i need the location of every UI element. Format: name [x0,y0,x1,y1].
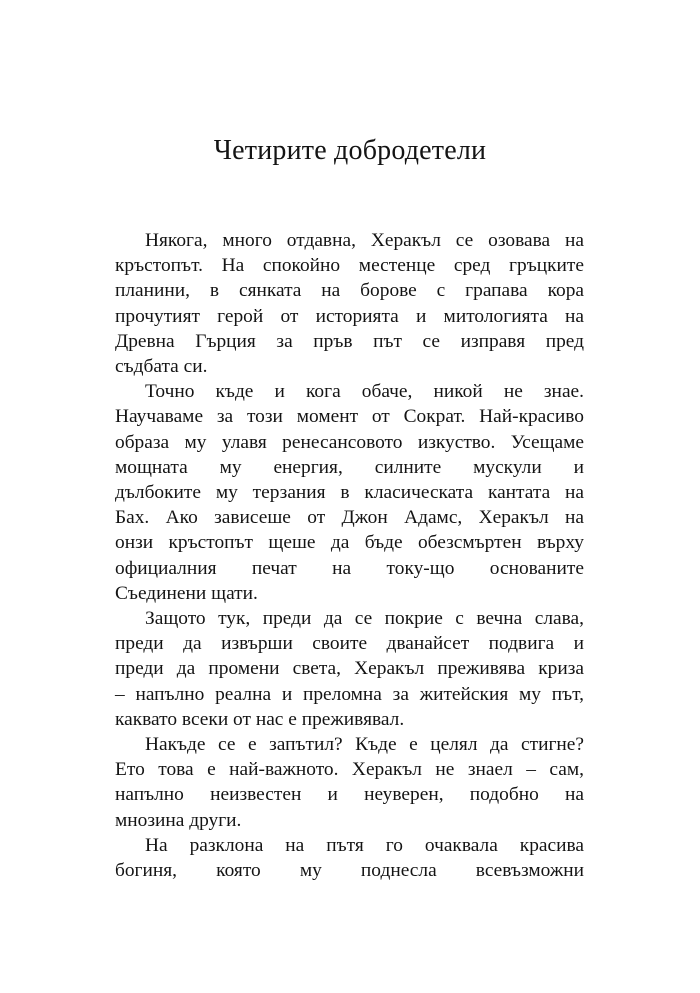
text-line: прочутият герой от историята и митологията на [115,305,584,327]
text-line: каквато всеки от нас е преживявал. [115,708,405,730]
text-line: образа му улавя ренесансовото изкуство. Усещаме [115,431,584,453]
text-line: Съединени щати. [115,582,258,604]
text-line: напълно неизвестен и неуверен, подобно на [115,784,584,806]
text-line: дълбоките му терзания в класическата кантата на [115,482,584,504]
text-line: кръстопът. На спокойно местенце сред гръцките [115,255,584,277]
text-line: съдбата си. [115,356,208,378]
paragraph [115,732,584,833]
text-line: преди да промени света, Херакъл преживява криза [115,658,584,680]
chapter-title: Четирите добродетели [213,135,487,166]
text-line: Накъде се е запътил? Къде е целял да стигне? [145,734,584,756]
text-line: Защото тук, преди да се покрие с вечна слава, [145,608,584,630]
text-line: На разклона на пътя го очаквала красива [145,834,584,856]
text-line: богиня, която му поднесла всевъзможни [115,860,584,882]
text-line: Точно къде и кога обаче, никой не знае. [145,381,584,403]
paragraph [115,228,584,379]
text-line: Някога, много отдавна, Херакъл се озовава на [145,230,584,251]
text-line: Древна Гърция за пръв път се изправя пред [115,330,584,352]
chapter-body [115,228,584,883]
text-line: Научаваме за този момент от Сократ. Най-красиво [115,406,584,428]
paragraph [115,833,584,883]
text-line: мощната му енергия, силните мускули и [115,456,584,478]
text-line: Ето това е най-важното. Херакъл не знаел – сам, [115,759,584,781]
text-line: официалния печат на току-що основаните [115,557,584,579]
text-line: онзи кръстопът щеше да бъде обезсмъртен върху [115,532,584,554]
text-line: преди да извърши своите дванайсет подвига и [115,633,584,655]
text-line: – напълно реална и преломна за житейския му път, [115,683,584,705]
paragraph [115,379,584,606]
text-line: планини, в сянката на борове с грапава кора [115,280,584,302]
text-line: Бах. Ако зависеше от Джон Адамс, Херакъл на [115,507,584,529]
paragraph [115,606,584,732]
text-line: мнозина други. [115,809,242,831]
